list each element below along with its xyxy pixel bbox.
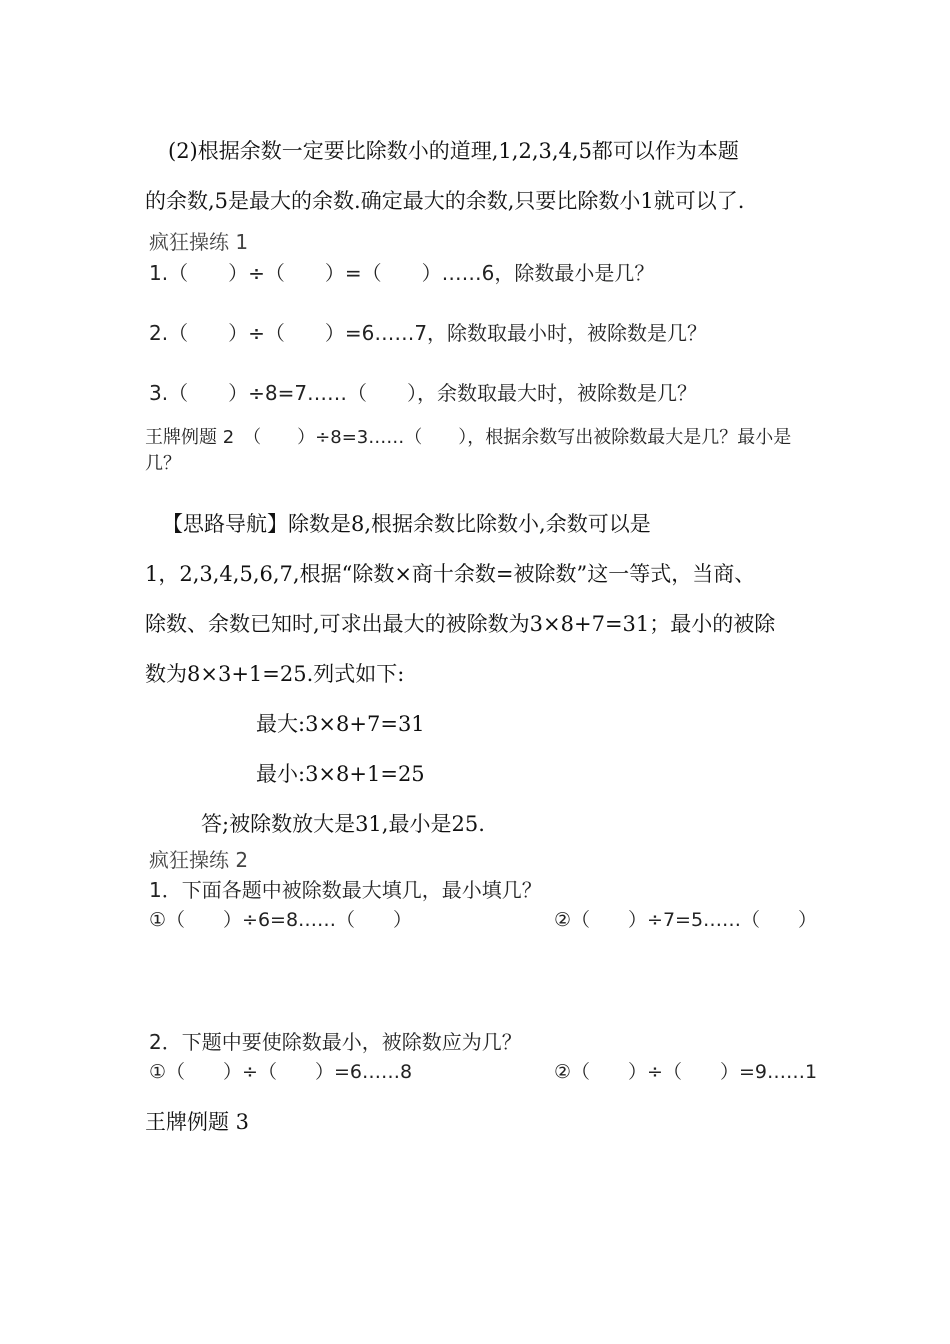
solution-line-1: 【思路导航】除数是8,根据余数比除数小,余数可以是 bbox=[162, 512, 651, 536]
solution-line-3: 除数、余数已知时,可求出最大的被除数为3×8+7=31；最小的被除 bbox=[145, 612, 776, 636]
formula-max: 最大:3×8+7=31 bbox=[256, 712, 425, 736]
para1-line2: 的余数,5是最大的余数.确定最大的余数,只要比除数小1就可以了. bbox=[145, 189, 745, 213]
practice2-heading: 疯狂操练 2 bbox=[149, 848, 249, 872]
practice2-q2-b: ②（ ）÷（ ）=9……1 bbox=[554, 1061, 818, 1083]
para1-line1: (2)根据余数一定要比除数小的道理,1,2,3,4,5都可以作为本题 bbox=[168, 139, 739, 163]
formula-min: 最小:3×8+1=25 bbox=[256, 762, 425, 786]
example3-heading: 王牌例题 3 bbox=[145, 1110, 250, 1134]
practice1-item-1: 1.（ ）÷（ ）=（ ）……6，除数最小是几？ bbox=[149, 261, 655, 285]
practice2-q1-a: ①（ ）÷6=8……（ ） bbox=[149, 909, 413, 931]
solution-line-2: 1，2,3,4,5,6,7,根据“除数×商十余数=被除数”这一等式，当商、 bbox=[145, 562, 756, 586]
example2-line1: 王牌例题 2 （ ）÷8=3……（ ），根据余数写出被除数最大是几？最小是 bbox=[145, 427, 792, 448]
practice2-q1-title: 1．下面各题中被除数最大填几，最小填几？ bbox=[149, 878, 542, 902]
solution-line-4: 数为8×3+1=25.列式如下: bbox=[145, 662, 405, 686]
practice2-q2-title: 2．下题中要使除数最小，被除数应为几？ bbox=[149, 1030, 522, 1054]
practice1-heading: 疯狂操练 1 bbox=[149, 230, 249, 254]
example2-line2: 几？ bbox=[145, 453, 181, 474]
practice1-item-3: 3.（ ）÷8=7……（ ），余数取最大时，被除数是几？ bbox=[149, 381, 698, 405]
practice2-q1-b: ②（ ）÷7=5……（ ） bbox=[554, 909, 818, 931]
practice2-q2-a: ①（ ）÷（ ）=6……8 bbox=[149, 1061, 413, 1083]
answer-line: 答;被除数放大是31,最小是25. bbox=[201, 812, 485, 836]
practice1-item-2: 2.（ ）÷（ ）=6……7，除数取最小时，被除数是几？ bbox=[149, 321, 708, 345]
